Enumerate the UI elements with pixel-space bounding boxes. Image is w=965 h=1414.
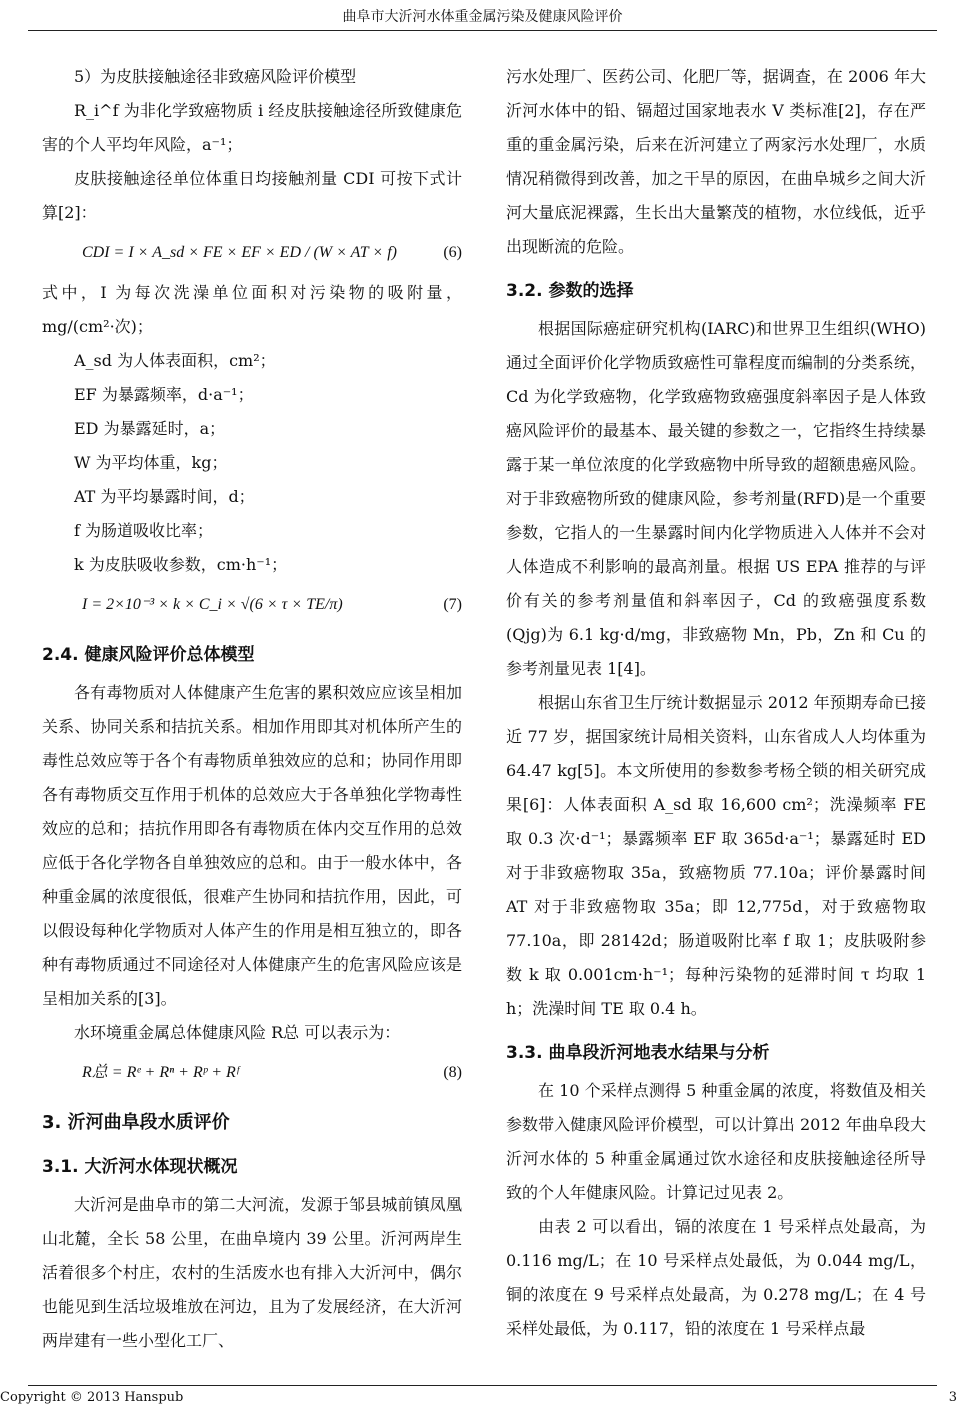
paragraph-3-2-a: 根据国际癌症研究机构(IARC)和世界卫生组织(WHO)通过全面评价化学物质致癌性可靠程度而编制的分类系统，Cd 为化学致癌物，化学致癌物致癌强度斜率因子是人体致癌风险评价的最基本、最关键的参数之一，它指终生持续暴露于某一单位浓度的化学致癌物中所导致的超额患癌风险。对于非致癌物所致的健康风险，参考剂量(RFD)是一个重要参数，它指人的一生暴露时间内化学物质进入人体并不会对人体造成不利影响的最高剂量。根据 US EPA 推荐的与评价有关的参考剂量值和斜率因子，Cd 的致癌强度系数(Qjg)为 6.1 kg·d/mg，非致癌物 Mn，Pb，Zn 和 Cu 的参考剂量见表 1[4]。 (506, 319, 926, 678)
header-divider (28, 30, 937, 31)
variable-definition: 式中，I 为每次洗澡单位面积对污染物的吸附量，mg/(cm²·次)； (42, 283, 462, 336)
paragraph-total-risk-intro: 水环境重金属总体健康风险 R总 可以表示为： (74, 1023, 401, 1042)
paragraph-2-4: 各有毒物质对人体健康产生危害的累积效应应该呈相加关系、协同关系和拮抗关系。相加作用即其对机体所产生的毒性总效应等于各个有毒物质单独效应的总和；协同作用即各有毒物质交互作用于机体的总效应大于各单独化学物毒性效应的总和；拮抗作用即各有毒物质在体内交互作用的总效应低于各化学物各自单独效应的总和。由于一般水体中，各种重金属的浓度很低，很难产生协同和拮抗作用，因此，可以假设每种化学物质对人体产生的作用是相互独立的，即各种有毒物质通过不同途径对人体健康产生的危害风险应该是呈相加关系的[3]。 (42, 683, 462, 1008)
paragraph-3-3-b: 由表 2 可以看出，镉的浓度在 1 号采样点处最高，为 0.116 mg/L；在 10 号采样点处最低，为 0.044 mg/L，铜的浓度在 9 号采样点处最高，为 0.278 mg/L；在 4 号采样处最低，为 0.117，铅的浓度在 1 号采样点最 (506, 1217, 926, 1338)
left-column (42, 60, 462, 1358)
equation-8-expression: R总 = Rᵉ + Rⁿ + Rᵖ + Rᶠ (82, 1064, 239, 1081)
equation-8 (42, 1050, 462, 1096)
equation-7-expression: I = 2×10⁻³ × k × C_i × √(6 × τ × TE/π) (82, 596, 343, 613)
section-heading-3-3: 3.3. 曲阜段沂河地表水结果与分析 (506, 1043, 770, 1063)
variable-definition: k 为皮肤吸收参数，cm·h⁻¹； (74, 555, 288, 574)
variable-definition: EF 为暴露频率，d·a⁻¹； (74, 385, 254, 404)
paragraph-3-2-b: 根据山东省卫生厅统计数据显示 2012 年预期寿命已接近 77 岁，据国家统计局相关资料，山东省成人人均体重为 64.47 kg[5]。本文所使用的参数参考杨仝锁的相关研究成果[6]：人体表面积 A_sd 取 16,600 cm²；洗澡频率 FE 取 0.3 次·d⁻¹；暴露频率 EF 取 365d·a⁻¹；暴露延时 ED 对于非致癌物取 35a，致癌物质 77.10a；评价暴露时间 AT 对于非致癌物取 35a；即 12,775d，对于致癌物取 77.10a，即 28142d；肠道吸附比率 f 取 1；皮肤吸附参数 k 取 0.001cm·h⁻¹；每种污染物的延滞时间 τ 均取 1 h；洗澡时间 TE 取 0.4 h。 (506, 693, 926, 1018)
equation-6-expression: CDI = I × A_sd × FE × EF × ED / (W × AT × f) (82, 244, 397, 261)
subsection-item-5: 5）为皮肤接触途径非致癌风险评价模型 (74, 67, 357, 86)
variable-definition: f 为肠道吸收比率； (74, 521, 214, 540)
footer-copyright: Copyright © 2013 Hanspub (0, 1390, 184, 1405)
equation-8-number: (8) (443, 1064, 462, 1081)
footer-divider (28, 1385, 937, 1386)
equation-6 (42, 230, 462, 276)
section-heading-3-2: 3.2. 参数的选择 (506, 281, 634, 301)
variable-definition: A_sd 为人体表面积，cm²； (74, 351, 276, 370)
equation-6-number: (6) (443, 244, 462, 261)
paragraph-cdi-intro: 皮肤接触途径单位体重日均接触剂量 CDI 可按下式计算[2]： (42, 169, 462, 222)
variable-definition: R_i^f 为非化学致癌物质 i 经皮肤接触途径所致健康危害的个人平均年风险，a⁻¹； (42, 101, 462, 154)
variable-definition: W 为平均体重，kg； (74, 453, 228, 472)
running-header: 曲阜市大沂河水体重金属污染及健康风险评价 (342, 9, 623, 25)
variable-definition: AT 为平均暴露时间，d； (74, 487, 255, 506)
section-heading-2-4: 2.4. 健康风险评价总体模型 (42, 645, 255, 665)
right-column (506, 60, 926, 1346)
variable-definition: ED 为暴露延时，a； (74, 419, 226, 438)
page-number: 3 (948, 1390, 957, 1405)
paragraph-3-1: 大沂河是曲阜市的第二大河流，发源于邹县城前镇凤凰山北麓，全长 58 公里，在曲阜境内 39 公里。沂河两岸生活着很多个村庄，农村的生活废水也有排入大沂河中，偶尔也能见到生活垃圾堆放在河边，且为了发展经济，在大沂河两岸建有一些小型化工厂、 (42, 1195, 462, 1350)
paragraph-3-3-a: 在 10 个采样点测得 5 种重金属的浓度，将数值及相关参数带入健康风险评价模型，可以计算出 2012 年曲阜段大沂河水体的 5 种重金属通过饮水途径和皮肤接触途径所导致的个人年健康风险。计算记过见表 2。 (506, 1081, 926, 1202)
section-heading-3-1: 3.1. 大沂河水体现状概况 (42, 1157, 238, 1177)
equation-7-number: (7) (443, 596, 462, 613)
section-heading-3: 3. 沂河曲阜段水质评价 (42, 1112, 230, 1133)
equation-7 (42, 582, 462, 628)
paragraph-3-1-continued: 污水处理厂、医药公司、化肥厂等，据调查，在 2006 年大沂河水体中的铅、镉超过国家地表水 V 类标准[2]，存在严重的重金属污染，后来在沂河建立了两家污水处理厂，水质情况稍微得到改善，加之干旱的原因，在曲阜城乡之间大沂河大量底泥裸露，生长出大量繁茂的植物，水位线低，近乎出现断流的危险。 (506, 67, 926, 256)
